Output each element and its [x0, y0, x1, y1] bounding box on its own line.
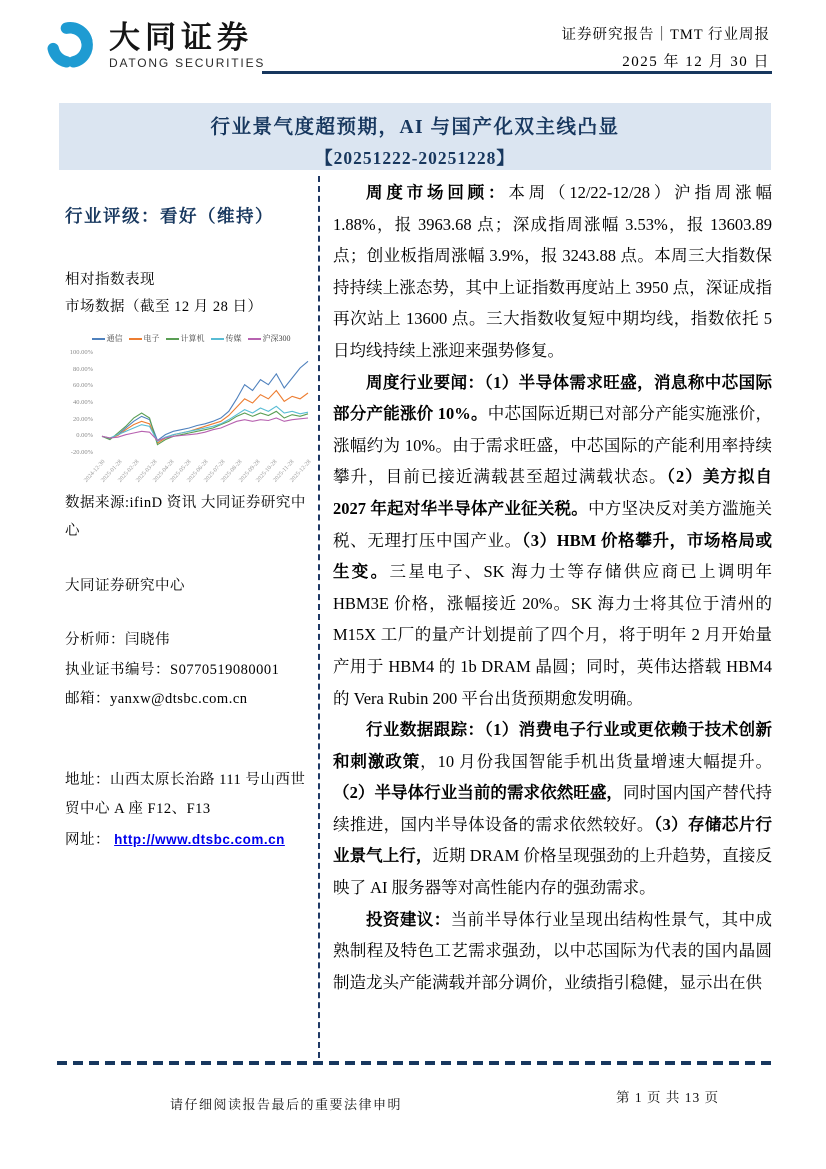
x-axis-tick-label: 2025-08-28: [220, 459, 244, 484]
logo-name-cn: 大同证券: [109, 19, 253, 55]
legend-item: [92, 333, 123, 344]
legend-swatch: [92, 338, 105, 340]
legend-swatch: [166, 338, 179, 340]
legend-label: 电子: [143, 334, 160, 343]
paragraph-bold-segment: 周度行业要闻：（1）半导体需求旺盛，消息称中芯国际部分产能涨价 10%。: [333, 372, 772, 424]
x-axis-tick-label: 2025-07-28: [203, 459, 227, 484]
chart-legend: [65, 333, 317, 344]
x-axis-tick-label: 2025-06-28: [186, 459, 210, 484]
website-label: 网址：: [65, 831, 110, 848]
legend-label: 传媒: [225, 334, 242, 343]
chart-plot-area: [99, 351, 311, 455]
y-axis-tick-label: 20.00%: [72, 415, 93, 423]
y-axis-tick-label: 80.00%: [72, 365, 93, 373]
research-center-label: 大同证券研究中心: [65, 578, 185, 594]
legend-swatch: [211, 338, 224, 340]
paragraph-bold-segment: （2）美方拟自 2027 年起对华半导体产业征关税。: [333, 467, 773, 518]
x-axis-tick-label: 2025-10-28: [254, 459, 279, 484]
logo-text: [109, 21, 265, 70]
legend-item: [166, 333, 205, 344]
analyst-name: 分析师：闫晓伟: [65, 632, 170, 648]
x-axis-tick-label: 2024-12-30: [83, 459, 107, 484]
analyst-email: 邮箱：yanxw@dtsbc.com.cn: [65, 691, 248, 707]
y-axis-tick-label: 0.00%: [76, 432, 93, 440]
report-body: [320, 172, 772, 1060]
x-axis-tick-label: 2025-03-28: [134, 459, 158, 484]
report-period: 【20251222-20251228】: [315, 148, 515, 168]
contact-block: [65, 766, 317, 856]
industry-rating: 行业评级：看好（维持）: [65, 206, 274, 226]
legend-item: [248, 333, 291, 344]
website-link[interactable]: http://www.dtsbc.com.cn: [114, 831, 285, 847]
page-number: 第 1 页 共 13 页: [616, 1090, 720, 1105]
footer-divider-line: [57, 1061, 772, 1065]
sidebar: [60, 172, 318, 1060]
paragraph-segment: 近期 DRAM 价格呈现强劲的上升趋势，直接反映了 AI 服务器等对高性能内存的强劲需求。: [333, 846, 772, 898]
paragraph-segment: ，10 月份我国智能手机出货量增速大幅提升。: [420, 751, 773, 771]
analyst-cert-number: 执业证书编号：S0770519080001: [65, 661, 280, 678]
paragraph-segment: 同时国内国产替代持续推进，国内半导体设备的需求依然较好。: [333, 783, 773, 834]
y-axis-tick-label: 100.00%: [69, 349, 93, 356]
chart-line-电子: [102, 391, 308, 444]
paragraph-segment: 本周（12/22-12/28）沪指周涨幅 1.88%，报 3963.68 点；深成指周涨幅 3.53%，报 13603.89 点；创业板指周涨幅 3.9%，报 3243.88 点。本周三大指数保持持续上涨态势，其中上证指数再度站上 3950 点，深证成指再次站上 13600 点。三大指数收复短中期均线，指数依托 5 日均线持续上涨迎来强势修复。: [333, 183, 773, 360]
paragraph-bold-segment: （3）HBM 价格攀升，市场格局或生变。: [333, 530, 772, 582]
paragraph-bold-segment: 行业数据跟踪：（1）消费电子行业或更依赖于技术创新和刺激政策: [333, 720, 772, 771]
header-divider-line: [262, 71, 772, 74]
legend-item: [211, 333, 242, 344]
x-axis-tick-label: 2025-01-28: [100, 459, 124, 484]
website-row: [65, 825, 317, 856]
legend-item: [129, 333, 160, 344]
x-axis-tick-label: 2025-12-28: [289, 459, 313, 484]
x-axis-tick-label: 2025-11-28: [272, 459, 296, 484]
chart-heading-relative-index: 相对指数表现: [65, 272, 155, 288]
y-axis-tick-label: -20.00%: [70, 449, 93, 456]
report-date: 2025 年 12 月 30 日: [622, 54, 770, 70]
logo-name-en: DATONG SECURITIES: [109, 55, 266, 70]
legend-swatch: [248, 338, 261, 340]
legend-label: 计算机: [180, 334, 205, 343]
paragraph-bold-segment: 周度市场回顾：: [366, 183, 509, 202]
analyst-block: [65, 626, 318, 715]
x-axis-tick-label: 2025-09-28: [237, 459, 261, 484]
x-axis-tick-label: 2025-04-28: [151, 459, 176, 484]
paragraph-segment: 当前半导体行业呈现出结构性景气，其中成熟制程及特色工艺需求强劲，以中芯国际为代表的国内晶圆制造龙头产能满载并部分调价，业绩指引稳健，显示出在供: [333, 909, 773, 992]
company-address: 地址：山西太原长治路 111 号山西世贸中心 A 座 F12、F13: [65, 771, 306, 817]
pinwheel-logo-icon: [40, 15, 100, 75]
paragraph: [333, 177, 772, 367]
content-area: [60, 172, 772, 1060]
paragraph-bold-segment: （2）半导体行业当前的需求依然旺盛，: [333, 783, 623, 803]
x-axis-tick-label: 2025-02-28: [117, 459, 141, 484]
paragraph-bold-segment: （3）存储芯片行业景气上行，: [333, 814, 773, 866]
title-banner: [59, 103, 771, 170]
data-source-note: 数据来源:ifinD 资讯 大同证券研究中心: [65, 495, 306, 539]
paragraph-bold-segment: 投资建议：: [366, 909, 451, 929]
paragraph-segment: 三星电子、SK 海力士等存储供应商已上调明年 HBM3E 价格，涨幅接近 20%。SK 海力士将其位于清州的 M15X 工厂的量产计划提前了四个月，将于明年 2 月开始量产用于 HBM4 的 1b DRAM 晶圆；同时，英伟达搭载 HBM4 的 Vera Rubin 200 平台出货预期愈发明确。: [333, 562, 773, 708]
chart-heading-market-data: 市场数据（截至 12 月 28 日）: [65, 299, 263, 315]
paragraph-segment: 中方坚决反对美方滥施关税、无理打压中国产业。: [333, 498, 773, 550]
y-axis-tick-label: 40.00%: [72, 399, 93, 406]
chart-headings: [65, 267, 318, 321]
legend-label: 通信: [106, 334, 123, 343]
relative-index-chart: [65, 333, 317, 483]
y-axis-tick-label: 60.00%: [72, 382, 93, 390]
paragraph-segment: 中芯国际近期已对部分产能实施涨价，涨幅约为 10%。由于需求旺盛，中芯国际的产能利用率持续攀升，目前已接近满载甚至超过满载状态。: [333, 404, 773, 487]
legend-label: 沪深300: [262, 334, 291, 343]
header-meta: [562, 23, 770, 74]
company-logo: [40, 15, 265, 75]
report-type-label: 证券研究报告｜TMT 行业周报: [561, 27, 770, 43]
x-axis-tick-label: 2025-05-28: [169, 459, 193, 484]
legal-disclaimer: 请仔细阅读报告最后的重要法律申明: [170, 1097, 403, 1112]
paragraph: [333, 904, 772, 999]
legend-swatch: [129, 338, 142, 340]
paragraph: [333, 367, 772, 715]
paragraph: [333, 714, 772, 904]
report-title: 行业景气度超预期，AI 与国产化双主线凸显: [210, 117, 620, 138]
